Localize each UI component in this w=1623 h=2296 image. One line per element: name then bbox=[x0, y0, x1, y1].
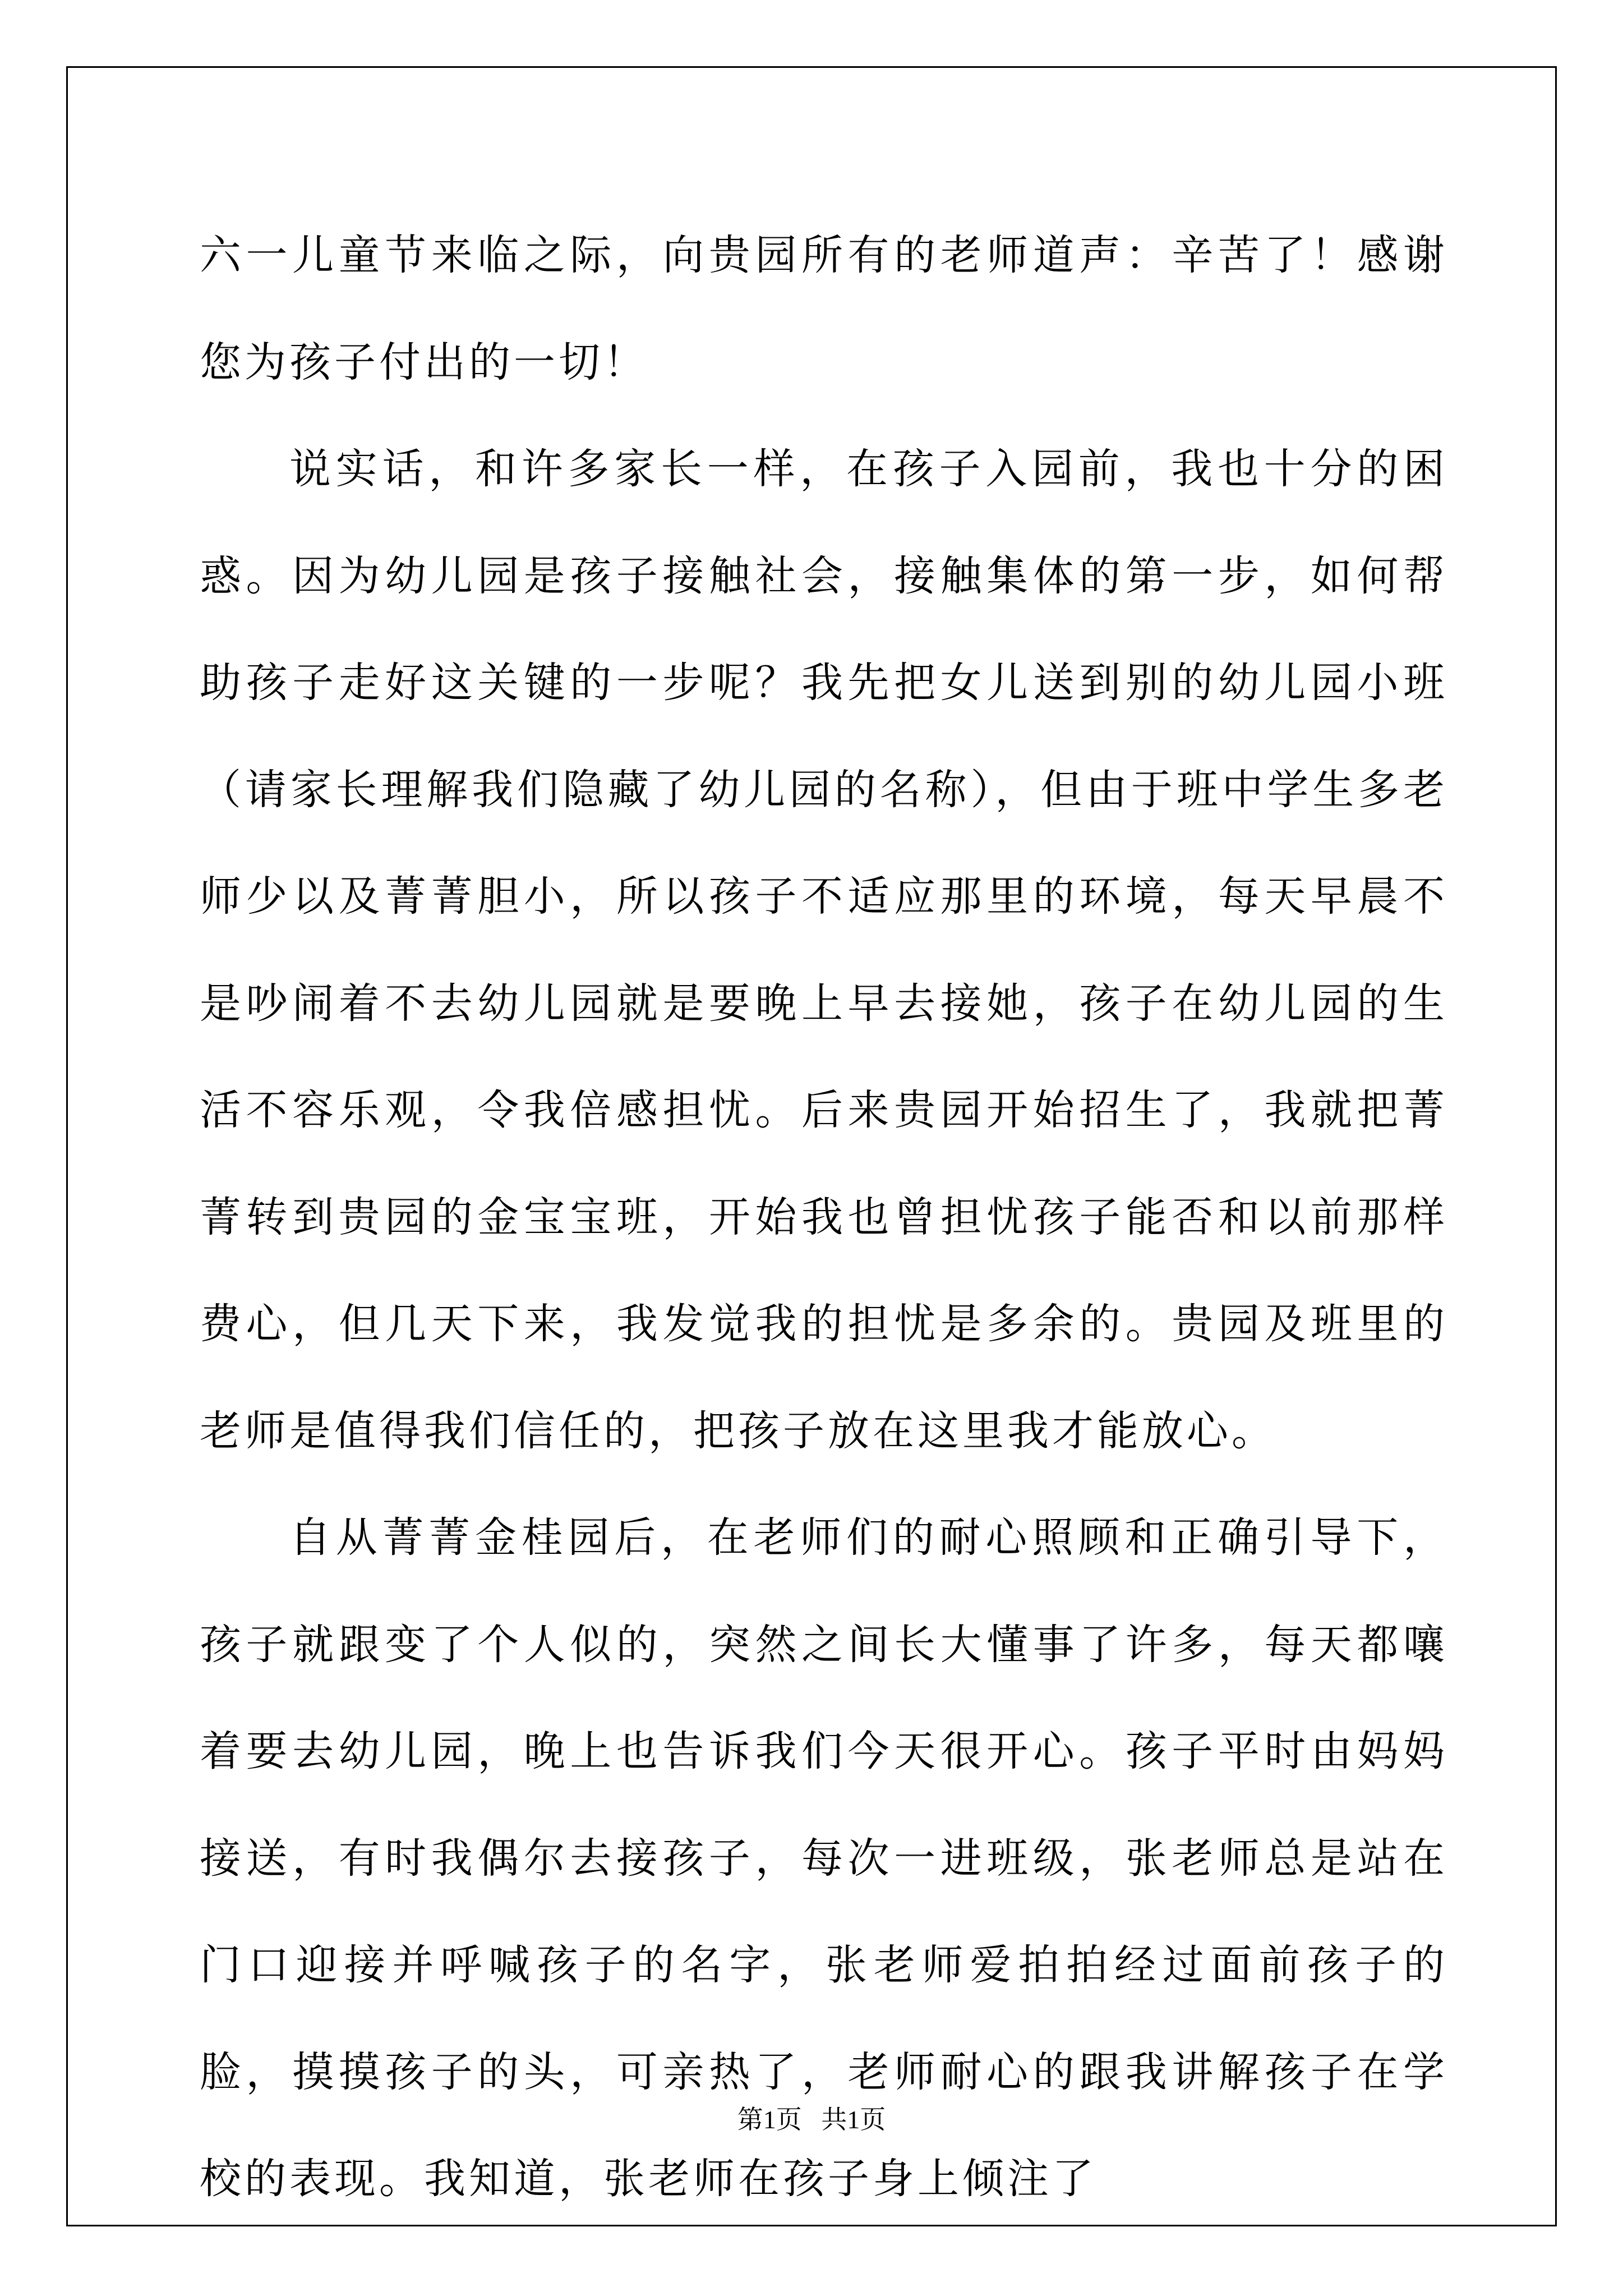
paragraph-1: 六一儿童节来临之际，向贵园所有的老师道声：辛苦了！感谢您为孩子付出的一切！ bbox=[200, 231, 1448, 386]
page-footer: 第1页 共1页 bbox=[737, 2105, 886, 2134]
paragraph-3: 自从菁菁金桂园后，在老师们的耐心照顾和正确引导下，孩子就跟变了个人似的，突然之间长大懂事了许多，每天都嚷着要去幼儿园，晚上也告诉我们今天很开心。孩子平时由妈妈接送，有时我偶尔去接孩子，每次一进班级，张老师总是站在门口迎接并呼喊孩子的名字，张老师爱拍拍经过面前孩子的脸，摸摸孩子的头，可亲热了，老师耐心的跟我讲解孩子在学校的表现。我知道，张老师在孩子身上倾注了 bbox=[200, 1513, 1448, 2203]
paragraph-2: 说实话，和许多家长一样，在孩子入园前，我也十分的困惑。因为幼儿园是孩子接触社会，接触集体的第一步，如何帮助孩子走好这关键的一步呢？我先把女儿送到别的幼儿园小班（请家长理解我们隐藏了幼儿园的名称），但由于班中学生多老师少以及菁菁胆小，所以孩子不适应那里的环境，每天早晨不是吵闹着不去幼儿园就是要晚上早去接她，孩子在幼儿园的生活不容乐观，令我倍感担忧。后来贵园开始招生了，我就把菁菁转到贵园的金宝宝班，开始我也曾担忧孩子能否和以前那样费心，但几天下来，我发觉我的担忧是多余的。贵园及班里的老师是值得我们信任的，把孩子放在这里我才能放心。 bbox=[200, 445, 1448, 1455]
document-body bbox=[200, 202, 1448, 2233]
